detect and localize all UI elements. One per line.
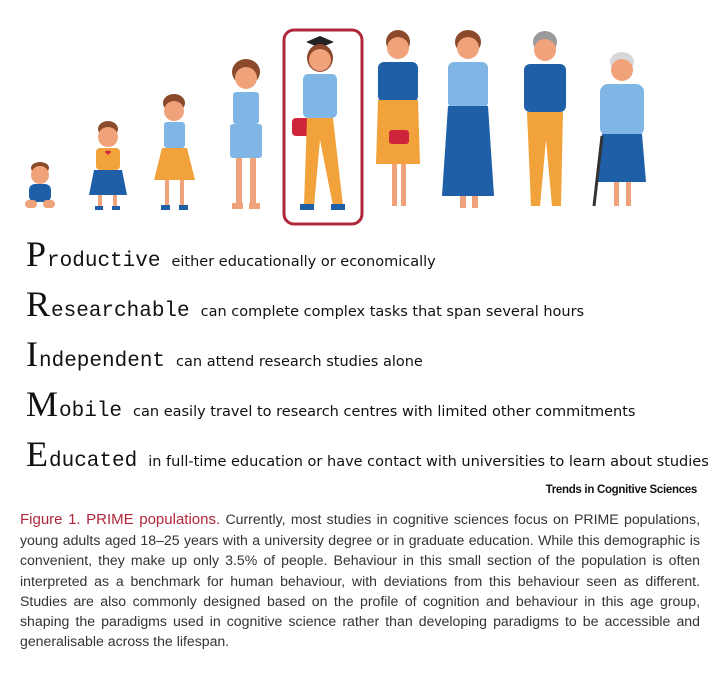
acronym-letter: R: [26, 284, 51, 324]
caption-text: Currently, most studies in cognitive sciences focus on PRIME populations, young adults aged 18–25 years with a university degree or in graduate education. While this demographic is convenient, they make up only 3.5% of people. Behaviour in this small section of the population is often interpreted as a benchmark for human behaviour, with deviations from this behaviour seen as different. Studies are also commonly designed based on the profile of cognition and behaviour in this age group, shaping the paradigms used in cognitive science rather than developing paradigms to be accessible and generalisable across the lifespan.: [20, 511, 700, 650]
acronym-letter: M: [26, 384, 59, 424]
baby-figure: [25, 162, 55, 208]
figure-label: Figure 1. PRIME populations.: [20, 511, 221, 528]
journal-name: Trends in Cognitive Sciences: [545, 484, 697, 496]
elderly-figure: [594, 52, 646, 206]
acronym-row-e: [26, 434, 709, 486]
prime-acronym: [26, 234, 709, 486]
acronym-word: ducated: [49, 450, 138, 473]
acronym-description: can complete complex tasks that span several hours: [200, 304, 585, 320]
acronym-word: esearchable: [51, 300, 190, 323]
acronym-letter: I: [26, 334, 38, 374]
senior-figure: [524, 31, 566, 206]
acronym-word: obile: [59, 400, 123, 423]
acronym-row-m: [26, 386, 706, 436]
acronym-row-r: [26, 286, 706, 336]
figure-caption: [20, 509, 700, 651]
student-figure: [292, 36, 345, 210]
acronym-word: ndependent: [39, 350, 166, 373]
teen-figure: [230, 59, 262, 209]
acronym-row-p: [26, 236, 706, 286]
acronym-row-i: [26, 336, 706, 386]
acronym-description: can attend research studies alone: [176, 354, 423, 370]
acronym-letter: E: [26, 434, 48, 474]
acronym-description: either educationally or economically: [171, 254, 436, 270]
lifespan-illustration: [0, 0, 717, 230]
acronym-description: can easily travel to research centres with limited other commitments: [133, 404, 636, 420]
acronym-letter: P: [26, 234, 47, 274]
woman-figure: [376, 30, 420, 206]
girl-figure: [154, 94, 195, 210]
toddler-figure: [89, 121, 127, 210]
acronym-description: in full-time education or have contact with universities to learn about studies: [148, 454, 709, 470]
middle-aged-figure: [442, 30, 494, 208]
acronym-word: roductive: [47, 250, 161, 273]
